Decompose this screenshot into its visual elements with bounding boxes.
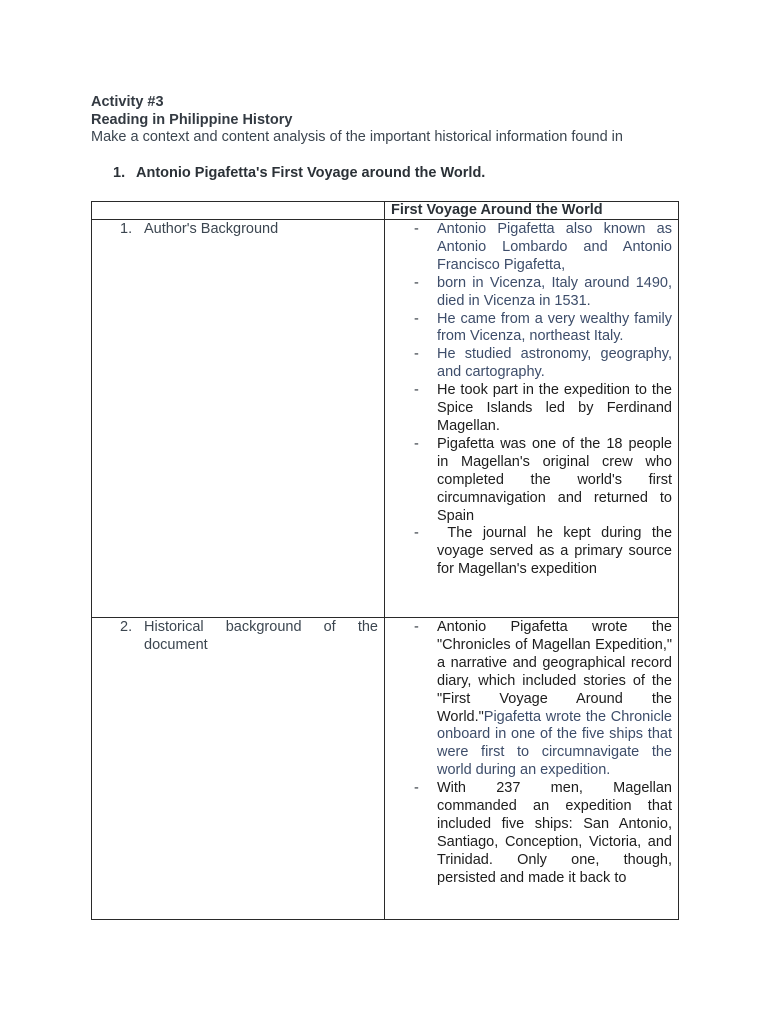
numbered-item-heading (113, 164, 485, 182)
activity-title: Activity #3 (91, 94, 164, 110)
item-title: Antonio Pigafetta's First Voyage around the World. (136, 165, 486, 181)
bullet-list (385, 221, 677, 579)
list-item: - Antonio Pigafetta wrote the "Chronicles of Magellan Expedition," a narrative and geographical record diary, which included stories of the "First Voyage Around the World."Pigafetta wrote the Chronicle onboard in one of the five ships that were first to circumnavigate the world during an expedition. (414, 619, 672, 779)
list-item: - The journal he kept during the voyage served as a primary source for Magellan's expedition (414, 525, 677, 578)
row-label: Historical background of the document (144, 619, 378, 653)
row-label-cell (92, 220, 385, 618)
list-item: - Antonio Pigafetta also known as Antonio Lombardo and Antonio Francisco Pigafetta, (414, 221, 672, 273)
table-header-row (92, 202, 679, 220)
row-content-cell (385, 618, 679, 920)
analysis-table (91, 201, 679, 920)
row-label-cell (92, 618, 385, 920)
row-content-cell (385, 220, 679, 618)
list-item: - He came from a very wealthy family from Vicenza, northeast Italy. (414, 310, 672, 345)
subject-title: Reading in Philippine History (91, 112, 293, 128)
row-number: 1. (120, 221, 133, 237)
header-empty-cell (92, 202, 385, 220)
instruction-text: Make a context and content analysis of the important historical information found in (91, 129, 623, 145)
row-number: 2. (120, 619, 133, 635)
list-item: - He studied astronomy, geography, and cartography. (414, 346, 672, 381)
list-item: - Pigafetta was one of the 18 people in Magellan's original crew who completed the world's first circumnavigation and returned to Spain (414, 435, 672, 524)
header-cell: First Voyage Around the World (385, 202, 679, 220)
row-label: Author's Background (144, 221, 279, 237)
list-item: - With 237 men, Magellan commanded an expedition that included five ships: San Antonio, Santiago, Conception, Victoria, and Trinidad. Only one, though, persisted and made it back to (414, 780, 672, 886)
item-number: 1. (113, 165, 126, 181)
list-item: - born in Vicenza, Italy around 1490, died in Vicenza in 1531. (414, 274, 672, 309)
bullet-list (385, 619, 672, 888)
table-row (92, 220, 679, 618)
table-row (92, 618, 679, 920)
list-item: - He took part in the expedition to the Spice Islands led by Ferdinand Magellan. (414, 382, 672, 434)
